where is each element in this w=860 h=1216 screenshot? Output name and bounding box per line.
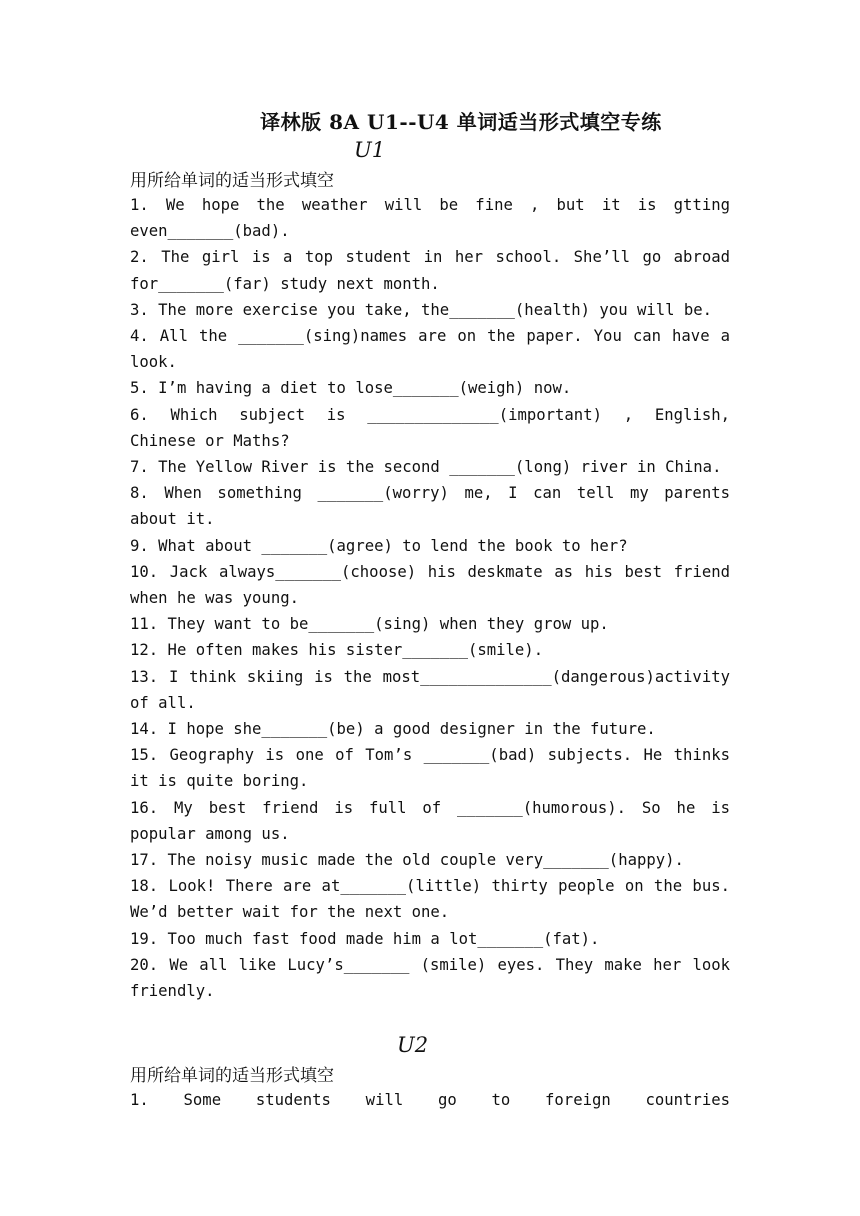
question-item: 17. The noisy music made the old couple very_______(happy). xyxy=(130,851,684,870)
question-item: 4. All the _______(sing)names are on the paper. You can have a look. xyxy=(130,327,730,372)
unit-heading-u1: U1 xyxy=(354,138,386,162)
question-item: 7. The Yellow River is the second _______(long) river in China. xyxy=(130,458,722,477)
question-item: 11. They want to be_______(sing) when they grow up. xyxy=(130,615,609,634)
question-list-u2 xyxy=(130,1087,730,1113)
question-item: 2. The girl is a top student in her school. She’ll go abroad for_______(far) study next month. xyxy=(130,248,730,293)
question-item: 3. The more exercise you take, the_______(health) you will be. xyxy=(130,300,713,319)
question-list-u1 xyxy=(130,192,730,1004)
question-item: 1. Some students will go to foreign countries xyxy=(130,1091,730,1109)
instruction-u1: 用所给单词的适当形式填空 xyxy=(130,171,334,191)
question-item: 20. We all like Lucy’s_______ (smile) eyes. They make her look friendly. xyxy=(130,955,730,1001)
question-item: 15. Geography is one of Tom’s _______(bad) subjects. He thinks it is quite boring. xyxy=(130,746,730,791)
question-item: 18. Look! There are at_______(little) thirty people on the bus. We’d better wait for the next one. xyxy=(130,877,730,922)
question-item: 19. Too much fast food made him a lot_______(fat). xyxy=(130,929,600,948)
question-item: 9. What about _______(agree) to lend the book to her? xyxy=(130,536,628,555)
instruction-u2: 用所给单词的适当形式填空 xyxy=(130,1066,334,1086)
unit-heading-u2: U2 xyxy=(397,1033,429,1057)
question-item: 10. Jack always_______(choose) his deskmate as his best friend when he was young. xyxy=(130,562,730,608)
document-title: 译林版 8A U1--U4 单词适当形式填空专练 xyxy=(260,110,662,134)
question-item: 6. Which subject is ______________(important) , English, Chinese or Maths? xyxy=(130,405,730,450)
question-item: 12. He often makes his sister_______(smile). xyxy=(130,641,544,660)
question-item: 14. I hope she_______(be) a good designer in the future. xyxy=(130,720,656,739)
question-item: 5. I’m having a diet to lose_______(weigh) now. xyxy=(130,379,572,398)
question-item: 16. My best friend is full of _______(humorous). So he is popular among us. xyxy=(130,798,730,843)
question-item: 8. When something _______(worry) me, I can tell my parents about it. xyxy=(130,484,730,529)
question-item: 1. We hope the weather will be fine , but it is gtting even_______(bad). xyxy=(130,196,730,241)
question-item: 13. I think skiing is the most______________(dangerous)activity of all. xyxy=(130,667,730,712)
